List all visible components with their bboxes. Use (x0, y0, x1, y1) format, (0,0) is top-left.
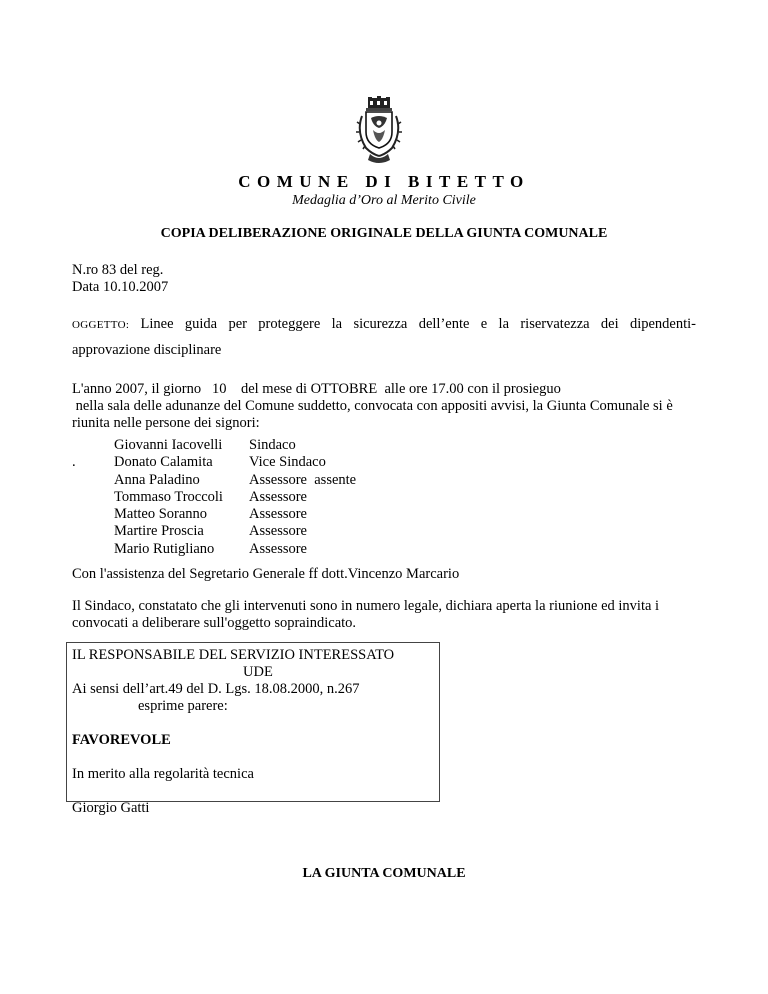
legal-line-2: convocati a deliberare sull'oggetto sopraindicato. (72, 615, 357, 631)
member-row (72, 523, 356, 540)
opinion-intro: esprime parere: (138, 698, 228, 714)
opinion-signer: Giorgio Gatti (72, 800, 150, 816)
member-name: Martire Proscia (114, 523, 204, 540)
municipality-name: COMUNE DI BITETTO (238, 172, 530, 191)
member-marker (72, 437, 114, 454)
member-role: Assessore assente (249, 471, 357, 488)
member-row (72, 506, 356, 523)
member-marker (72, 506, 114, 523)
opinion-merit: In merito alla regolarità tecnica (72, 766, 254, 782)
member-name: Anna Paladino (114, 471, 200, 488)
technical-opinion-box (66, 642, 440, 816)
council-heading: LA GIUNTA COMUNALE (302, 866, 466, 881)
member-role: Assessore (249, 540, 307, 557)
registry-date: Data 10.10.2007 (72, 279, 169, 295)
member-marker (72, 489, 114, 506)
member-name: Mario Rutigliano (114, 540, 215, 557)
opinion-legal-reference: Ai sensi dell’art.49 del D. Lgs. 18.08.2000, n.267 (72, 681, 360, 697)
intro-line-1: L'anno 2007, il giorno 10 del mese di OTTOBRE alle ore 17.00 con il prosieguo (72, 381, 561, 397)
opinion-office: UDE (243, 664, 273, 680)
subject-label: OGGETTO: (72, 319, 130, 331)
member-row (72, 472, 356, 489)
municipality-motto: Medaglia d’Oro al Merito Civile (292, 193, 476, 208)
legal-line-1: Il Sindaco, constatato che gli intervenuti sono in numero legale, dichiara aperta la riunione ed invita i (72, 598, 660, 614)
member-role: Assessore (249, 488, 307, 505)
assistance-line: Con l'assistenza del Segretario Generale ff dott.Vincenzo Marcario (72, 566, 460, 582)
member-role: Vice Sindaco (249, 454, 326, 471)
opinion-heading: IL RESPONSABILE DEL SERVIZIO INTERESSATO (72, 647, 395, 663)
subject-continuation: approvazione disciplinare (72, 342, 222, 358)
members-list (72, 437, 356, 558)
member-name: Donato Calamita (114, 454, 213, 471)
member-name: Matteo Soranno (114, 506, 208, 523)
member-row (72, 489, 356, 506)
intro-line-3: riunita nelle persone dei signori: (72, 415, 260, 431)
subject-line (72, 316, 696, 334)
registry-number: N.ro 83 del reg. (72, 262, 164, 278)
member-row (72, 437, 356, 454)
member-name: Giovanni Iacovelli (114, 437, 223, 453)
member-role: Sindaco (249, 437, 296, 453)
intro-line-2: nella sala delle adunanze del Comune suddetto, convocata con appositi avvisi, la Giunta Comunale si è (72, 398, 673, 414)
member-marker (72, 472, 114, 489)
member-name: Tommaso Troccoli (114, 488, 223, 505)
opinion-verdict: FAVOREVOLE (72, 732, 171, 748)
subject-text: Linee guida per proteggere la sicurezza dell’ente e la riservatezza dei dipendenti- (140, 316, 697, 332)
member-row (72, 454, 356, 471)
member-marker: . (72, 454, 76, 471)
member-marker (72, 523, 114, 540)
member-role: Assessore (249, 523, 307, 540)
coat-of-arms-icon (352, 96, 406, 166)
member-row (72, 541, 356, 558)
member-marker (72, 541, 114, 558)
document-title: COPIA DELIBERAZIONE ORIGINALE DELLA GIUNTA COMUNALE (160, 226, 608, 241)
member-role: Assessore (249, 506, 307, 523)
